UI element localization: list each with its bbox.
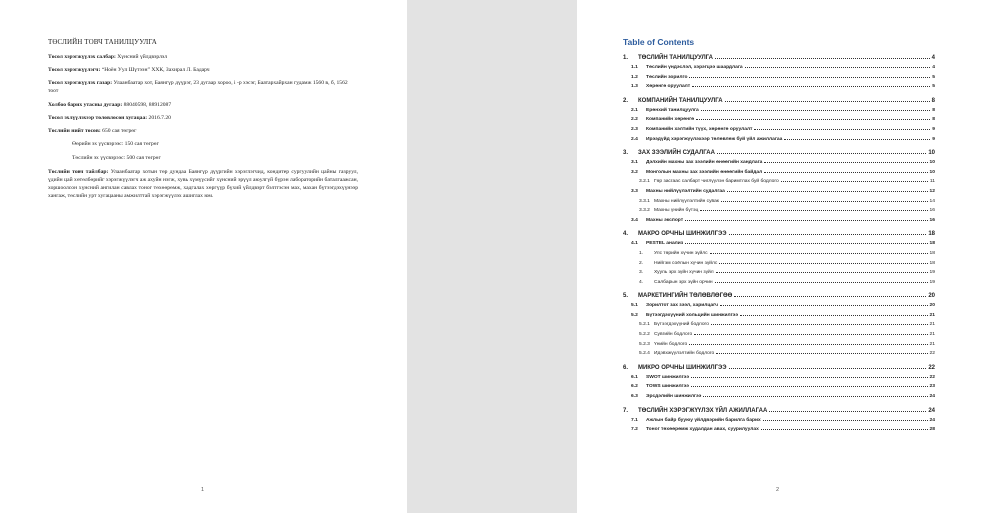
toc-entry-number: 4. [623,231,629,238]
toc-entry-title: Махны экспорт [646,217,684,223]
toc-page-number: 22 [928,364,935,371]
toc-entry-number: 3.3.1 [639,198,650,204]
toc-leader-dots [700,209,927,211]
toc-entry-number: 2.4 [631,136,638,142]
toc-entry-number: 1. [623,55,629,61]
project-field [48,114,358,122]
toc-entry-title: ЗАХ ЗЭЭЛИЙН СУДАЛГАА [638,150,715,157]
toc-leader-dots [729,233,927,235]
toc-entry[interactable] [623,394,935,404]
toc-page-number: 5 [932,74,935,80]
toc-entry[interactable] [623,351,935,361]
toc-leader-dots [685,219,927,221]
toc-entry[interactable] [623,199,935,209]
toc-entry-number: 2.2 [631,117,638,123]
toc-entry-label [631,127,752,132]
toc-section [623,293,935,361]
toc-entry-number: 1. [639,250,644,256]
toc-page-number: 10 [929,160,935,166]
toc-section [623,98,935,146]
toc-entry-title: Улс төрийн хүчин зүйлс [654,250,708,256]
toc-page-number: 10 [928,150,935,157]
field-value: 88040598, 88912087 [123,101,172,108]
toc-entry-label [623,150,715,156]
toc-entry-label [631,84,690,89]
toc-page-number: 22 [929,351,935,357]
field-value: Хүнсний үйлдвэрлэл [117,54,168,61]
field-value: 2016.7.20 [148,114,171,121]
toc-entry[interactable] [623,427,935,437]
toc-page-number: 18 [929,241,935,247]
toc-section-entry[interactable] [623,293,935,303]
toc-page-number: 18 [928,231,935,238]
toc-leader-dots [764,171,927,173]
toc-entry-number: 3. [639,270,644,276]
toc-page-number: 18 [929,250,935,256]
toc-entry[interactable] [623,170,935,180]
toc-entry-label [631,218,683,223]
toc-entry[interactable] [623,375,935,385]
toc-entry-title: Бүтээгдэхүүний бодлого [654,322,709,328]
toc-leader-dots [691,376,927,378]
toc-entry-label [639,179,779,184]
toc-page-number: 9 [932,126,935,132]
toc-page-number: 10 [929,169,935,175]
toc-entry[interactable] [623,65,935,75]
toc-entry[interactable] [623,108,935,118]
toc-entry-number: 5.2 [631,312,638,318]
toc-entry-number: 1.1 [631,65,638,70]
toc-entry-label [631,241,683,246]
toc-page-number: 21 [929,341,935,347]
toc-entry-title: Хууль эрх зүйн хүчин зүйл [654,270,714,276]
toc-entry-label [623,231,727,237]
toc-entry-number: 2.1 [631,107,638,113]
field-label: Төсөл хэрэгжүүлэгч: [48,67,101,74]
field-value: Улаанбаатар хот, Баянгүр дүүрэг, 23 дугаар хороо, i -р хэсэг, Баатархайрхан гудамж 1560 в, б, 1562 тоот [48,80,348,95]
toc-entry-title: Идэвхжүүлэлтийн бодлого [654,351,715,357]
toc-section [623,365,935,404]
toc-leader-dots [754,128,930,130]
toc-entry-label [623,293,732,299]
field-label: Холбоо барих утасны дугаар: [48,101,123,108]
toc-section-entry[interactable] [623,365,935,375]
toc-entry-label [631,75,687,80]
toc-entry-label [639,261,717,266]
toc-entry[interactable] [623,127,935,137]
toc-leader-dots [716,352,927,354]
toc-entry[interactable] [623,117,935,127]
project-field [48,101,358,109]
field-label: Төслийн нийт төсөв: [48,127,101,134]
toc-entry-number: 2. [639,260,644,266]
toc-entry[interactable] [623,208,935,218]
document-page-2 [577,0,985,513]
toc-entry-title: Эрсдэлийн шинжилгээ [646,394,702,400]
toc-entry[interactable] [623,241,935,251]
toc-leader-dots [727,190,928,192]
toc-entry-title: МАКРО ОРЧНЫ ШИНЖИЛГЭЭ [638,231,727,238]
toc-entry-number: 5.2.3 [639,341,650,347]
project-fields [48,53,358,135]
toc-title: Table of Contents [623,37,695,47]
toc-entry-number: 5.2.2 [639,332,650,338]
project-field [48,66,358,74]
toc-leader-dots [716,271,928,273]
toc-entry-title: Үнийн бодлого [654,341,688,347]
toc-page-number: 16 [929,208,935,214]
toc-page-number: 4 [932,65,935,70]
toc-page-number: 8 [931,97,935,104]
toc-leader-dots [715,57,930,59]
toc-page-number: 20 [928,293,935,300]
toc-section-entry[interactable] [623,55,935,65]
toc-page-number: 16 [929,217,935,223]
toc-entry-title: TOWS шинжилгээ [646,384,689,390]
toc-entry-label [631,375,689,380]
toc-leader-dots [691,385,928,387]
toc-entry[interactable] [623,332,935,342]
toc-leader-dots [781,180,928,182]
toc-entry-title: МАРКЕТИНГИЙН ТӨЛӨВЛӨГӨӨ [638,293,733,300]
toc-entry-number: 7.2 [631,427,638,433]
toc-entry-label [631,117,694,122]
toc-entry[interactable] [623,384,935,394]
toc-entry-number: 3.2.1 [639,179,650,185]
budget-item: Төслийн эх үүсвэрээс: 500 сая төгрөг [72,155,161,162]
toc-entry[interactable] [623,303,935,313]
toc-entry-label [631,384,689,389]
toc-page-number: 12 [929,188,935,194]
page-number: 1 [201,487,205,493]
description-label: Төслийн товч тайлбар: [48,169,109,176]
toc-entry-label [639,342,687,347]
toc-page-number: 21 [929,332,935,338]
toc-leader-dots [696,118,930,120]
toc-entry[interactable] [623,189,935,199]
toc-entry-number: 3. [623,150,629,157]
toc-leader-dots [689,343,927,345]
toc-entry-number: 5.1 [631,303,638,309]
toc-entry-number: 1.2 [631,74,638,80]
toc-entry-label [639,332,692,337]
toc-leader-dots [761,428,928,430]
description-text: Улаанбаатар хотын төр дундаа Баянгүр дүүргийн хэрэглэгчид, кондитер сургуулийн цайны газруул, үдийн цай хөтөлбөрийг хэрэгжүүлэгч аж ахуйн нэгж, хувь хүмүүсийг хүнсний эрүүл аюулгүй бүрэн лабораторийн баталгаажсан, хоршоолсон хүнсний ангилан савлах тоног төхөөрөмж, хадгалах хөргүүр бүхий үйлдвэрт бэлтгэсэн мах, махан бүтээгдэхүүнээр хангаж, төслийн урт хугацааны амжилттай хэрэгжүүлэх ашиглах юм. [48,169,358,200]
toc-leader-dots [701,109,931,111]
page-gap [407,0,577,513]
toc-entry-title: Тоног төхөөрөмж худалдан авах, суурилуулах [646,427,759,433]
toc-entry-number: 6.2 [631,384,638,390]
toc-leader-dots [764,161,927,163]
toc-entry[interactable] [623,84,935,94]
toc-entry-number: 5. [623,293,629,300]
toc-entry-number: 1.3 [631,84,638,90]
project-field [48,127,358,135]
toc-entry[interactable] [623,270,935,280]
toc-entry-number: 3.3 [631,188,638,194]
toc-leader-dots [725,100,930,102]
toc-section [623,55,935,94]
toc-entry[interactable] [623,280,935,290]
toc-entry-title: Нийгэм соёлын хүчин зүйлс [654,260,718,266]
toc-page-number: 24 [929,417,935,423]
toc-entry-label [631,313,738,318]
toc-leader-dots [721,200,928,202]
toc-leader-dots [715,281,928,283]
toc-entry-title: ТӨСЛИЙН ХЭРЭГЖҮҮЛЭХ ҮЙЛ АЖИЛЛАГАА [638,407,768,414]
toc-entry-label [631,394,701,399]
field-label: Төсөл хэрэгжүүлэх салбар: [48,54,116,61]
toc-page-number: 19 [929,279,935,285]
toc-leader-dots [711,323,928,325]
toc-leader-dots [719,262,927,264]
toc-leader-dots [685,242,927,244]
toc-leader-dots [710,252,928,254]
toc-entry-title: Махны үнийн бүтэц [654,208,699,214]
toc-entry-number: 4.1 [631,241,638,247]
budget-item: Өөрийн эх үүсвэрээс: 150 сая төгрөг [72,140,159,147]
toc-entry-label [639,208,698,213]
toc-section-entry[interactable] [623,231,935,241]
toc-entry-title: Компанийн хэлтийн түүх, хөрөнгө оруулалт [646,126,753,132]
toc-entry-title: Махны нийлүүлэлтийн судалгаа [646,188,725,194]
toc-page-number: 24 [928,407,935,414]
toc-entry-label [639,351,714,356]
toc-leader-dots [689,76,930,78]
toc-entry[interactable] [623,342,935,352]
toc-page-number: 5 [932,84,935,90]
toc-page-number: 19 [929,270,935,276]
toc-entry-number: 2. [623,97,629,104]
toc-entry-label [623,365,727,371]
toc-entry[interactable] [623,160,935,170]
field-value: “Ноён Уул Шүтээн” ХХК, Захирал Л. Бадарч [101,67,210,74]
toc-page-number: 8 [932,107,935,113]
toc-page-number: 18 [929,260,935,266]
project-description [48,168,358,200]
field-label: Төсөл хэрэгжүүлэх газар: [48,80,113,87]
page-number: 2 [776,487,780,493]
toc-section [623,408,935,437]
toc-entry[interactable] [623,418,935,428]
toc-page-number: 14 [929,198,935,204]
field-label: Төсөл эхлүүлэхээр төлөвлөсөн хугацаа: [48,114,148,121]
toc-page-number: 23 [929,384,935,390]
toc-entry-number: 6.3 [631,394,638,400]
toc-leader-dots [692,85,930,87]
toc-entry-number: 5.2.1 [639,322,650,328]
toc-entry-title: Ажлын байр бууюу үйлдвэрийн барилга барих [646,417,761,423]
toc-section-entry[interactable] [623,98,935,108]
toc-entry-title: МИКРО ОРЧНЫ ШИНЖИЛГЭЭ [638,364,727,371]
toc-entry-title: ТӨСЛИЙН ТАНИЛЦУУЛГА [638,55,714,61]
toc-entry-title: Махны нийлүүлэлтийн сувак [654,198,719,204]
toc-leader-dots [745,66,931,68]
toc-entry-number: 3.4 [631,217,638,223]
toc-entry-number: 7. [623,407,629,414]
field-value: 650 сая төгрөг [102,127,137,134]
toc-entry[interactable] [623,261,935,271]
toc-entry-number: 6. [623,364,629,371]
toc-section [623,150,935,227]
toc-entry-number: 5.2.4 [639,351,650,357]
toc-leader-dots [769,410,926,412]
toc-entry-label [639,251,708,256]
toc-entry-number: 3.1 [631,160,638,166]
toc-page-number: 11 [929,179,935,185]
toc-entry-title: Бүтээгдэхүүний хольцийн шинжилгээ [646,312,739,318]
toc-entry[interactable] [623,251,935,261]
toc-page-number: 24 [929,394,935,400]
page-1-body [48,37,358,206]
toc-section [623,231,935,289]
toc-entry[interactable] [623,75,935,85]
toc-entry-number: 3.2 [631,169,638,175]
toc-entry-number: 4. [639,279,644,285]
toc-entry-title: Монголын махны зах зээлийн өнөөгийн байдал [646,169,763,175]
toc-entry-number: 7.1 [631,417,638,423]
toc-entry-label [639,199,719,204]
toc-leader-dots [734,295,926,297]
toc-entry-title: Ирээдүйд хэрэгжүүлэхээр төлөвлөж буй үйл ажиллагаа [646,136,783,142]
toc-entry-number: 6.1 [631,374,638,380]
toc-entry-label [631,303,718,308]
toc-entry-title: Дэлхийн махны зах зээлийн өнөөгийн хандлага [646,160,763,166]
toc-entry-title: Ерөнхий танилцуулга [646,107,699,113]
toc-entry-title: Гөр засгаас салбарт чиглүүлэн баримтлах буй бодлого [654,179,779,185]
toc-entry-title: Зорилтот зах зээл, харилцагч [646,303,719,309]
toc-leader-dots [717,152,926,154]
toc-page-number: 21 [929,322,935,328]
toc-entry-label [639,322,709,327]
toc-entry-title: SWOT шинжилгээ [646,374,690,380]
toc-leader-dots [694,333,927,335]
toc-entry[interactable] [623,179,935,189]
toc-entry-title: КОМПАНИЙН ТАНИЛЦУУЛГА [638,97,723,104]
toc-leader-dots [740,314,927,316]
toc-entry-label [631,189,725,194]
page-title: ТӨСЛИЙН ТОВЧ ТАНИЛЦУУЛГА [48,38,157,46]
toc-section-entry[interactable] [623,408,935,418]
toc-entry[interactable] [623,218,935,228]
toc-page-number: 20 [929,303,935,309]
toc-entry-label [631,108,699,113]
project-field [48,79,358,95]
toc-entry-title: Салбарын эрх зүйн орчин [654,279,713,285]
toc-leader-dots [763,419,928,421]
toc-page-number: 22 [929,374,935,380]
toc-page-number: 21 [929,312,935,318]
toc-entry-title: Компанийн хөрөнгө [646,117,695,123]
toc-section-entry[interactable] [623,150,935,160]
toc-page-number: 8 [932,117,935,123]
toc-page-number: 28 [929,427,935,433]
toc-entry[interactable] [623,322,935,332]
toc-entry-label [623,408,767,414]
toc-entry-number: 2.3 [631,126,638,132]
toc-entries [623,55,935,437]
toc-entry-label [631,65,743,70]
toc-entry-label [631,418,761,423]
toc-entry-title: Төслийн үндэслэл, хэрэгцээ шаардлага [646,65,743,70]
toc-entry-title: Хөрөнгө оруулалт [646,84,691,90]
toc-entry-label [623,55,713,61]
toc-entry-number: 3.3.2 [639,208,650,214]
toc-entry-label [631,160,762,165]
toc-entry-title: Төслийн зорилго [646,74,688,80]
toc-entry-title: PESTEL анализ [646,241,684,247]
toc-entry-label [631,170,762,175]
toc-entry-label [639,270,714,275]
toc-entry-title: Сувгийн бодлого [654,332,693,338]
table-of-contents [623,37,935,441]
toc-entry-label [639,280,713,285]
toc-leader-dots [729,367,927,369]
toc-leader-dots [703,395,927,397]
toc-page-number: 4 [931,55,935,61]
document-page-1 [0,0,407,513]
toc-entry-label [631,137,782,142]
toc-leader-dots [784,138,930,140]
toc-entry-label [631,427,759,432]
toc-entry[interactable] [623,137,935,147]
budget-list [48,140,358,162]
toc-leader-dots [720,304,928,306]
toc-page-number: 9 [932,136,935,142]
project-field [48,53,358,61]
toc-entry-label [623,98,723,104]
